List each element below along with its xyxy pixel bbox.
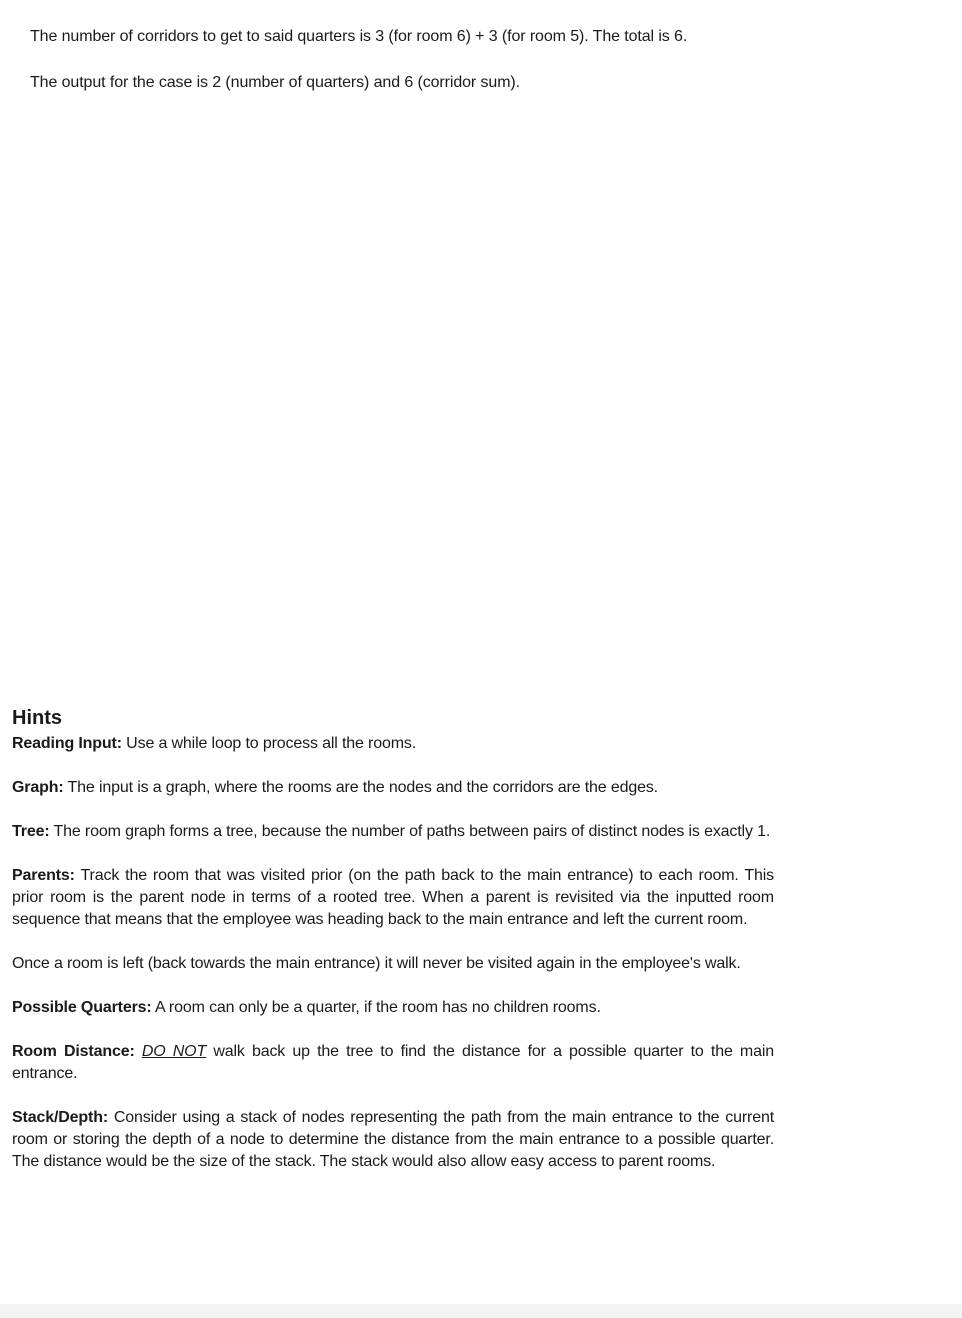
hint-once-left bbox=[12, 953, 774, 975]
output-paragraph: The output for the case is 2 (number of quarters) and 6 (corridor sum). bbox=[30, 74, 521, 91]
hints-heading: Hints bbox=[12, 707, 62, 729]
hint-stack-depth bbox=[12, 1107, 774, 1173]
hint-tree bbox=[12, 821, 774, 843]
hint-parents bbox=[12, 865, 774, 931]
hint-text: The room graph forms a tree, because the number of paths between pairs of distinct nodes is exactly 1. bbox=[49, 823, 771, 840]
hint-text: Consider using a stack of nodes representing the path from the main entrance to the current room or storing the depth of a node to determine the distance from the main entrance to a possible quarter. The distance would be the size of the stack. The stack would also allow easy access to parent rooms. bbox=[12, 1109, 774, 1170]
hint-term: Possible Quarters: bbox=[12, 999, 152, 1016]
hint-term: Room Distance: bbox=[12, 1043, 135, 1060]
hint-possible-quarters bbox=[12, 997, 774, 1019]
page-bottom-edge bbox=[0, 1304, 962, 1318]
hint-term: Tree: bbox=[12, 823, 50, 840]
do-not-emphasis: DO NOT bbox=[141, 1043, 207, 1060]
corridor-count-paragraph: The number of corridors to get to said quarters is 3 (for room 6) + 3 (for room 5). The total is 6. bbox=[30, 28, 688, 45]
hint-term: Reading Input: bbox=[12, 735, 122, 752]
hint-term: Parents: bbox=[12, 867, 75, 884]
hint-graph bbox=[12, 777, 774, 799]
hints-section bbox=[12, 706, 774, 1173]
hint-term: Graph: bbox=[12, 779, 64, 796]
hint-text: Once a room is left (back towards the main entrance) it will never be visited again in the employee's walk. bbox=[12, 955, 741, 972]
hint-reading-input bbox=[12, 733, 774, 755]
hint-text: Track the room that was visited prior (on the path back to the main entrance) to each room. This prior room is the parent node in terms of a rooted tree. When a parent is revisited via the inputted room sequence that means that the employee was heading back to the main entrance and left the current room. bbox=[12, 867, 774, 928]
hint-room-distance bbox=[12, 1041, 774, 1085]
hint-text: A room can only be a quarter, if the room has no children rooms. bbox=[151, 999, 601, 1016]
hint-text: walk back up the tree to find the distance for a possible quarter to the main entrance. bbox=[12, 1043, 774, 1082]
hint-term: Stack/Depth: bbox=[12, 1109, 108, 1126]
hint-text: The input is a graph, where the rooms are the nodes and the corridors are the edges. bbox=[63, 779, 658, 796]
hint-text: Use a while loop to process all the rooms. bbox=[121, 735, 417, 752]
